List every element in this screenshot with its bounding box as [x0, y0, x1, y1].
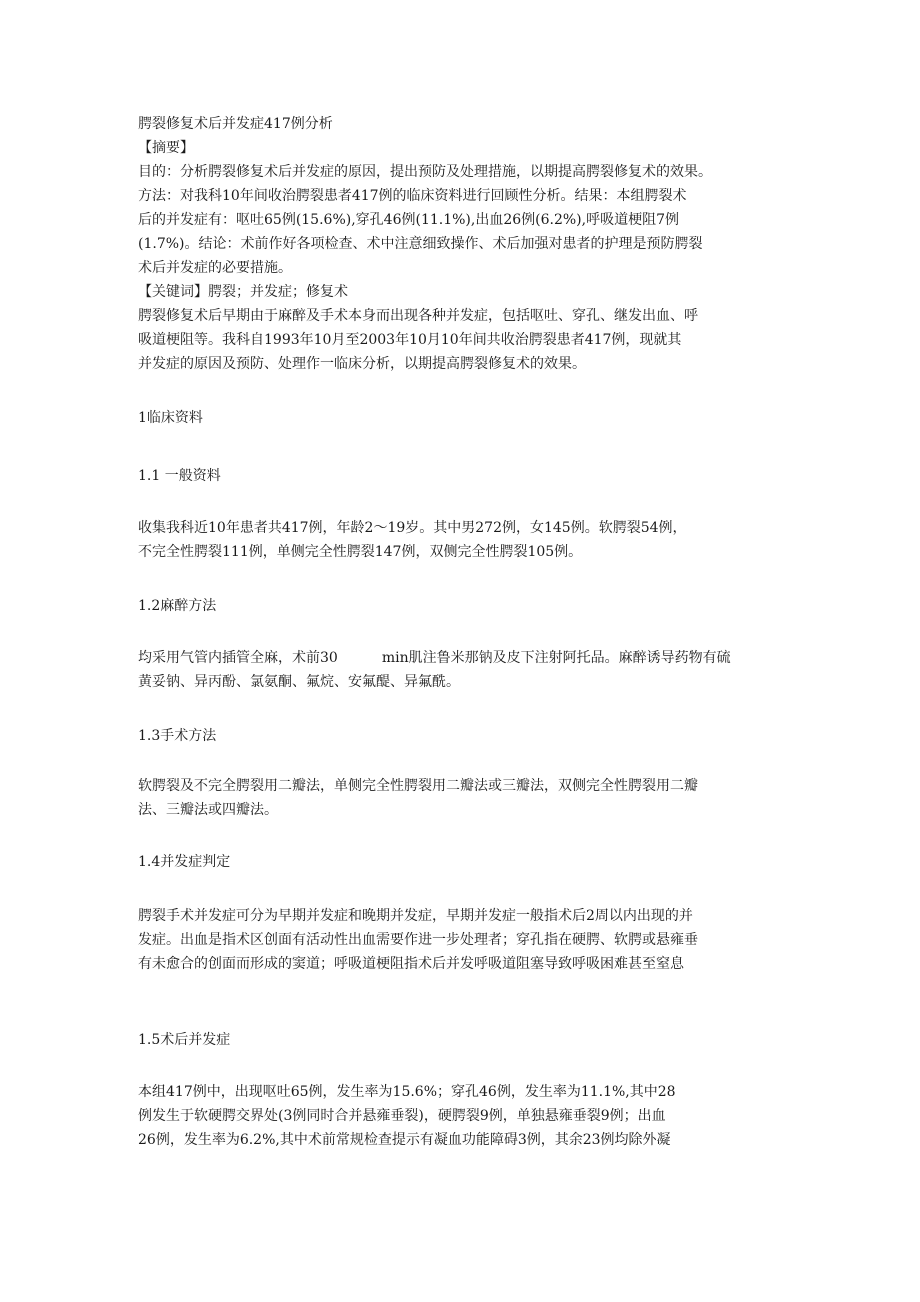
paragraph-line: 有未愈合的创面而形成的窦道；呼吸道梗阻指术后并发呼吸道阻塞导致呼吸困难甚至窒息 [138, 956, 684, 972]
abstract-line: 方法：对我科10年间收治腭裂患者417例的临床资料进行回顾性分析。结果：本组腭裂术 [138, 188, 687, 204]
abstract-heading: 【摘要】 [138, 140, 194, 156]
paragraph-line: 例发生于软硬腭交界处(3例同时合并悬雍垂裂)，硬腭裂9例，单独悬雍垂裂9例；出血 [138, 1108, 666, 1124]
paragraph-line: 发症。出血是指术区创面有活动性出血需要作进一步处理者；穿孔指在硬腭、软腭或悬雍垂 [138, 932, 698, 948]
paragraph-line: 收集我科近10年患者共417例，年龄2～19岁。其中男272例，女145例。软腭裂54例， [138, 520, 687, 536]
subsection-heading: 1.3手术方法 [138, 728, 217, 744]
paragraph-line: 不完全性腭裂111例，单侧完全性腭裂147例，双侧完全性腭裂105例。 [138, 544, 583, 560]
paragraph-line: 26例，发生率为6.2%,其中术前常规检查提示有凝血功能障碍3例，其余23例均除外凝 [138, 1132, 671, 1148]
subsection-heading: 1.4并发症判定 [138, 854, 231, 870]
abstract-line: (1.7%)。结论：术前作好各项检查、术中注意细致操作、术后加强对患者的护理是预防腭裂 [138, 236, 703, 252]
document-title: 腭裂修复术后并发症417例分析 [138, 116, 333, 132]
intro-line: 并发症的原因及预防、处理作一临床分析，以期提高腭裂修复术的效果。 [138, 356, 586, 372]
paragraph-line: 软腭裂及不完全腭裂用二瓣法，单侧完全性腭裂用二瓣法或三瓣法，双侧完全性腭裂用二瓣 [138, 778, 698, 794]
subsection-heading: 1.5术后并发症 [138, 1032, 231, 1048]
paragraph-segment: 均采用气管内插管全麻，术前30 [138, 650, 338, 666]
keywords: 【关键词】腭裂；并发症；修复术 [138, 284, 348, 300]
subsection-heading: 1.2麻醉方法 [138, 598, 217, 614]
paragraph-line: 黄妥钠、异丙酚、氯氨酮、氟烷、安氟醍、异氟酰。 [138, 674, 460, 690]
paragraph-segment: min肌注鲁米那钠及皮下注射阿托品。麻醉诱导药物有硫 [381, 650, 731, 666]
paragraph-line: 法、三瓣法或四瓣法。 [138, 802, 278, 818]
intro-line: 腭裂修复术后早期由于麻醉及手术本身而出现各种并发症，包括呕吐、穿孔、继发出血、呼 [138, 308, 698, 324]
abstract-line: 目的：分析腭裂修复术后并发症的原因，提出预防及处理措施，以期提高腭裂修复术的效果。 [138, 164, 712, 180]
intro-line: 吸道梗阻等。我科自1993年10月至2003年10月10年间共收治腭裂患者417例，现就其 [138, 332, 682, 348]
paragraph-line: 腭裂手术并发症可分为早期并发症和晚期并发症，早期并发症一般指术后2周以内出现的并 [138, 908, 693, 924]
section-heading: 1临床资料 [138, 410, 203, 426]
abstract-line: 术后并发症的必要措施。 [138, 260, 292, 276]
abstract-line: 后的并发症有：呕吐65例(15.6%),穿孔46例(11.1%),出血26例(6.2%),呼吸道梗阻7例 [138, 212, 679, 228]
subsection-heading: 1.1 一般资料 [138, 468, 221, 484]
paragraph-line [138, 648, 731, 668]
paragraph-line: 本组417例中，出现呕吐65例，发生率为15.6%；穿孔46例，发生率为11.1%,其中28 [138, 1084, 676, 1100]
